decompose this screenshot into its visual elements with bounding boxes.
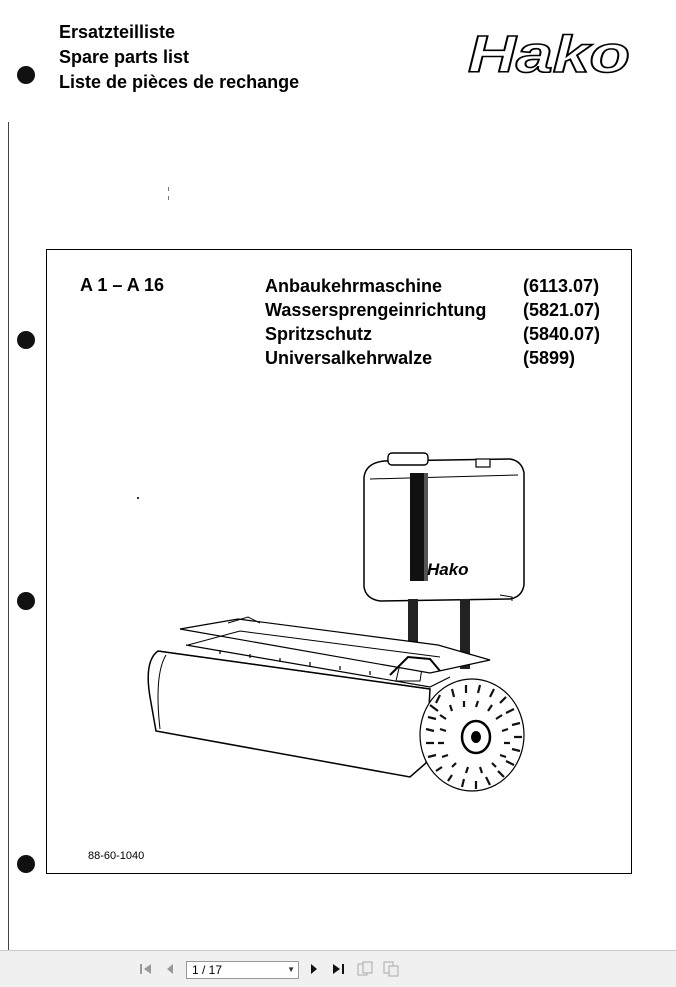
title-block <box>59 20 299 95</box>
fit-page-button[interactable] <box>355 960 375 978</box>
document-number: 88-60-1040 <box>88 850 145 862</box>
list-item <box>265 275 615 299</box>
previous-page-button[interactable] <box>161 960 179 978</box>
punch-hole <box>17 331 35 349</box>
model-range: A 1 – A 16 <box>80 275 165 295</box>
scan-marks <box>168 187 170 205</box>
item-name: Anbaukehrmaschine <box>265 276 443 296</box>
hako-logo <box>464 28 636 80</box>
first-page-button[interactable] <box>137 960 155 978</box>
list-item <box>265 299 615 323</box>
sweeper-illustration <box>140 445 540 795</box>
fit-width-button[interactable] <box>381 960 401 978</box>
tank-label: Hako <box>427 560 469 579</box>
page-number-field[interactable] <box>186 961 299 979</box>
punch-hole <box>17 592 35 610</box>
parts-list <box>265 275 615 371</box>
list-item <box>265 347 615 371</box>
item-code: (5821.07) <box>523 300 601 320</box>
water-tank <box>364 453 524 601</box>
page-number-value: 1 / 17 <box>192 963 223 977</box>
item-code: (5899) <box>523 348 576 368</box>
item-name: Universalkehrwalze <box>265 348 433 368</box>
logo-text: Hako <box>468 28 630 80</box>
chevron-down-icon[interactable]: ▼ <box>287 965 295 974</box>
item-name: Spritzschutz <box>265 324 373 344</box>
punch-hole <box>17 855 35 873</box>
title-english: Spare parts list <box>59 47 190 67</box>
punch-hole <box>17 66 35 84</box>
list-item <box>265 323 615 347</box>
item-code: (6113.07) <box>523 276 600 296</box>
first-page-icon <box>139 963 153 975</box>
title-french: Liste de pièces de rechange <box>59 72 300 92</box>
fit-width-icon <box>383 961 399 977</box>
last-page-button[interactable] <box>329 960 347 978</box>
last-page-icon <box>331 963 345 975</box>
title-german: Ersatzteilliste <box>59 22 176 42</box>
fit-page-icon <box>357 961 373 977</box>
item-code: (5840.07) <box>523 324 601 344</box>
next-page-button[interactable] <box>305 960 323 978</box>
previous-page-icon <box>164 963 176 975</box>
brush-roller <box>420 679 524 791</box>
item-name: Wassersprengeinrichtung <box>265 300 487 320</box>
binding-edge-line <box>8 122 9 950</box>
next-page-icon <box>308 963 320 975</box>
